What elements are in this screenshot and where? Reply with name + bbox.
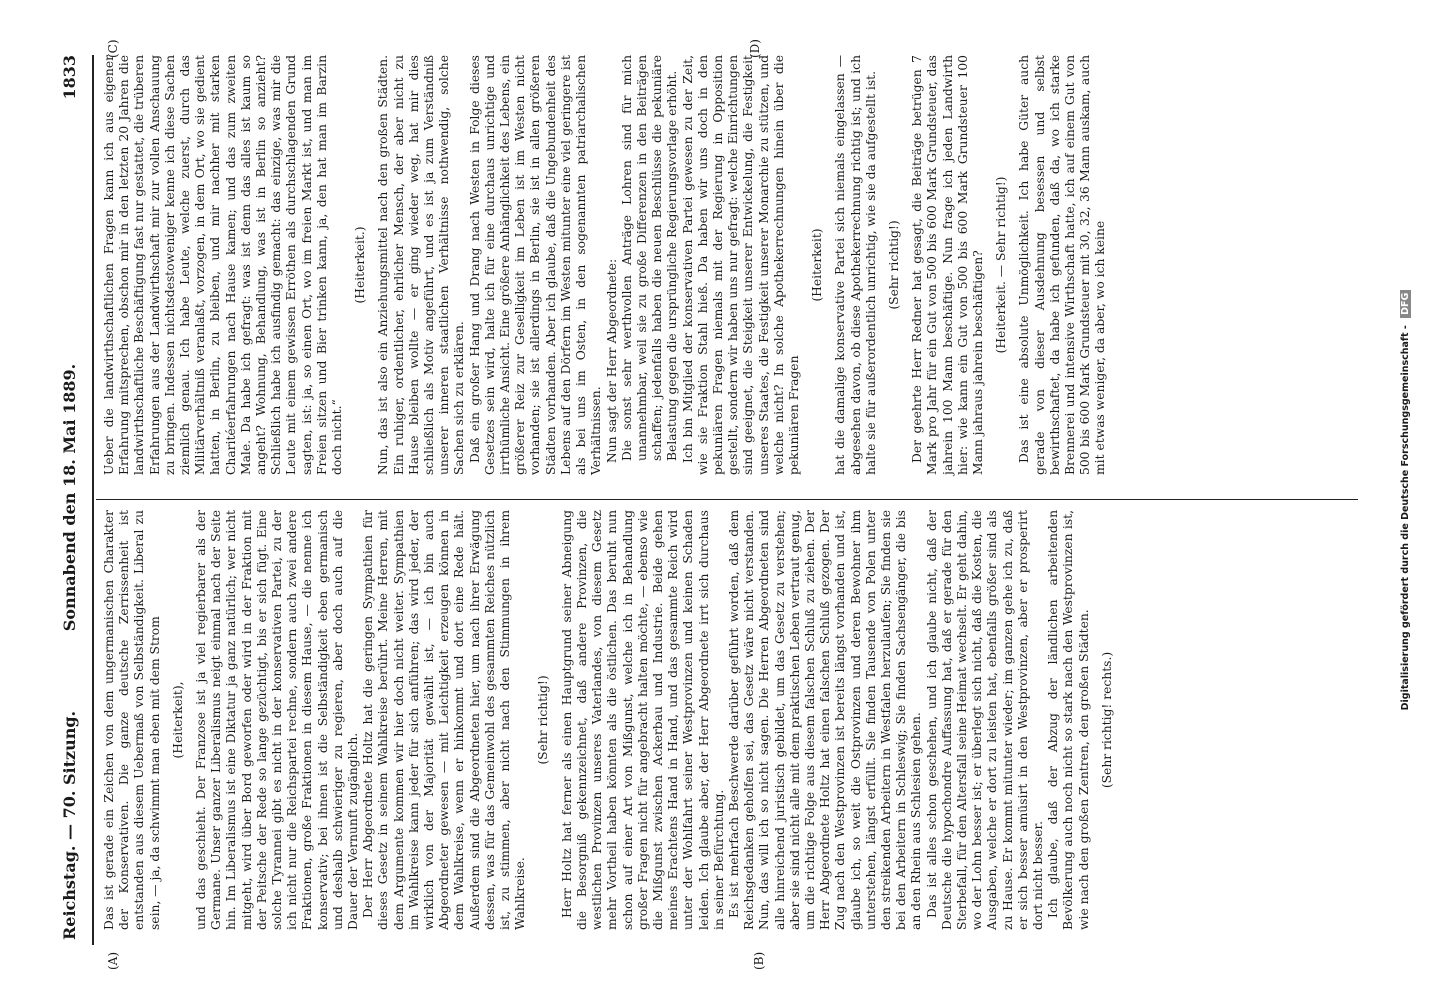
column-divider: [96, 499, 1358, 500]
right-paragraph: Ich bin Mitglied der konservativen Partei gewesen zu der Zeit, wie sie Fraktion Stahl hieß. Da haben wir uns doch in den pekuniären Fragen niemals mit der Regierung in Opposition gestellt, sondern wir haben uns nur gefragt: welche Einrichtungen sind geeignet, die Steigkeit unserer Entwickelung, die Festigkeit unseres Staates, die Festigkeit unserer Monarchie zu stützen, und welche nicht? In solche Apothekerrechnungen hinein über die pekuniären Fragen: [680, 55, 801, 475]
interjection: (Sehr richtig!): [536, 675, 551, 765]
left-paragraph: Das ist gerade ein Zeichen von dem ungermanischen Charakter der Konservativen. Die ganze deutsche Zerrissenheit ist entstanden aus diesem Uebermaß von Selbständigkeit. Liberal zu sein, — ja, da schwimmt man eben mit dem Strom: [102, 510, 162, 930]
interjection: (Sehr richtig!): [886, 220, 901, 310]
right-paragraph: Daß ein großer Hang und Drang nach Westen in Folge dieses Gesetzes sein wird, halte ich für eine durchaus unrichtige und irrthümliche Ansicht. Eine größere Anhänglichkeit des Lebens, ein größerer Reiz zur Geselligkeit im Leben ist im Westen nicht vorhanden; sie ist allerdings in Berlin, sie ist in allen größeren Städten vorhanden. Aber ich glaube, daß die Ungebundenheit des Lebens auf den Dörfern im Westen mitunter eine viel geringere ist als bei uns im Osten, in den sogenannten patriarchalischen Verhältnissen.: [467, 55, 604, 475]
right-column: [102, 55, 1109, 475]
marker-d: (D): [748, 39, 762, 58]
page-number: 1833: [60, 55, 79, 100]
left-column: [102, 510, 1123, 930]
left-paragraph: Herr Holtz hat ferner als einen Hauptgrund seiner Abneigung die Besorgniß gekennzeichnet, daß andere Provinzen, die westlichen Provinzen unseres Vaterlandes, von diesem Gesetz mehr Vortheil haben könnten als die östlichen. Das beruht nun schon auf einer Art von Mißgunst, welche ich in Behandlung großer Fragen nicht für angebracht halten möchte, — ebenso wie die Mißgunst zwischen Ackerbau und Industrie. Beide gehen meines Erachtens Hand in Hand, und das gesammte Reich wird unter der Wohlfahrt seiner Westprovinzen und keinen Schaden leiden. Ich glaube aber, der Herr Abgeordnete irrt sich durchaus in seiner Befürchtung.: [559, 510, 726, 930]
marker-a: (A): [106, 951, 120, 970]
credit-text: Digitalisierung gefördert durch die Deutsche Forschungsgemeinschaft -: [1400, 325, 1411, 711]
header-rule: [92, 55, 94, 945]
right-paragraph: Nun, das ist also ein Anziehungsmittel nach den großen Städten. Ein ruhiger, ordentlicher, ehrlicher Mensch, der aber nicht zu Hause bleiben wollte — er ging wieder weg, hat mir dies schließlich als Motiv angeführt, und es ist ja zum Verständniß unserer inneren staatlichen Verhältnisse nothwendig, solche Sachen sich zu erklären.: [376, 55, 467, 475]
left-paragraph: Ich glaube, daß der Abzug der ländlichen arbeitenden Bevölkerung auch noch nicht so stark nach den Westprovinzen ist, wie nach den großen Zentren, den großen Städten.: [1046, 510, 1091, 930]
right-paragraph: Das ist eine absolute Unmöglichkeit. Ich habe Güter auch gerade von dieser Ausdehnung besessen und selbst bewirthschaftet, da habe ich gefunden, daß da, wo ich starke Brennerei und intensive Wirthschaft hatte, ich auf einem Gut von 500 bis 600 Mark Grundsteuer mit 30, 32, 36 Mann auskam, auch mit etwas weniger, da aber, wo ich keine: [1017, 55, 1108, 475]
left-paragraph: Das ist alles schon geschehen, und ich glaube nicht, daß der Deutsche die hypochondre Auffassung hat, daß er gerade für den Sterbefall, für den Altersfall seine Heimat wechselt. Er geht dahin, wo der Lohn besser ist; er überlegt sich nicht, daß die Kosten, die Ausgaben, welche er dort zu leisten hat, ebenfalls größer sind als zu Hause. Er kommt mitunter wieder; im ganzen gehe ich zu, daß er sich besser amüsirt in den Westprovinzen, aber er prosperirt dort nicht besser.: [924, 510, 1045, 930]
right-paragraph: Nun sagt der Herr Abgeordnete:: [604, 258, 619, 463]
interjection: (Heiterkeit): [810, 228, 825, 302]
left-paragraph: Es ist mehrfach Beschwerde darüber geführt worden, daß dem Reichsgedanken geholfen sei, das Gesetz wäre nicht verstanden. Nun, das will ich so nicht sagen. Die Herren Abgeordneten sind alle hinreichend juristisch gebildet, um das Gesetz zu verstehen; aber sie sind nicht alle mit dem praktischen Leben vertraut genug, um die richtige Folge aus diesem falschen Schluß zu ziehen. Der Herr Abgeordnete Holtz hat einen falschen Schluß gezogen. Der Zug nach den Westprovinzen ist bereits längst vorhanden und ist, glaube ich, so weit die Ostprovinzen und deren Bewohner ihm unterstehen, längst erfüllt. Sie finden Tausende von Polen unter den streikenden Arbeitern in Westfalen herzulaufen; Sie finden sie bei den Arbeitern in Schleswig; Sie finden Sachsengänger, die bis an den Rhein aus Schlesien gehen.: [726, 510, 924, 930]
marker-b: (B): [752, 951, 766, 970]
right-paragraph: Der geehrte Herr Redner hat gesagt, die Beiträge betrügen 7 Mark pro Jahr für ein Gut von 500 bis 600 Mark Grundsteuer, das jahrein 100 Mann beschäftige. Nun frage ich jeden Landwirth hier: wie kann ein Gut von 500 bis 600 Mark Grundsteuer 100 Mann jahraus jahrein beschäftigen?: [910, 55, 985, 475]
dfg-logo: DFG: [1400, 290, 1411, 318]
interjection: (Heiterkeit),: [170, 681, 185, 759]
header-date: Sonnabend den 18. Mai 1889.: [60, 363, 79, 632]
right-paragraph: Ueber die landwirthschaftlichen Fragen kann ich aus eigener Erfahrung mitsprechen, obschon mir in den letzten 20 Jahren die landwirthschaftliche Beschäftigung fast nur gestattet, die trüberen Erfahrungen aus der Landwirthschaft mir zur vollen Anschauung zu bringen. Indessen nichtsdestoweniger kenne ich diese Sachen ziemlich genau. Ich habe Leute, welche zuerst, durch das Militärverhältniß veranlaßt, vorzogen, in dem Ort, wo sie gedient hatten, in Berlin, zu bleiben, und mir nachher mit starken Charitéerfahrungen nach Hause kamen; und das zum zweiten Male. Da habe ich gefragt: was ist denn das alles ist kaum so angeht? Wohnung, Behandlung, was ist in Berlin so anzieht? Schließlich habe ich ausfindig gemacht: das einzige, was mir die Leute mit einem gewissen Erröthen als durchschlagenden Grund sagten, ist: ja, so einen Ort, wo im freien Markt ist, und man im Freien sitzen und Bier trinken kann, ja, den hat man im Barzin doch nicht.“: [102, 54, 345, 475]
header-left: Reichstag. — 70. Sitzung.: [60, 710, 79, 940]
marker-c: (C): [106, 39, 120, 58]
interjection: (Sehr richtig! rechts.): [1099, 651, 1114, 789]
left-paragraph: und das geschieht. Der Franzose ist ja viel regierbarer als der Germane. Unser ganzer Liberalismus neigt einmal nach der Seite hin. Im Liberalismus ist eine Diktatur ja ganz natürlich; wer nicht mitgeht, wird über Bord geworfen oder wird in der Fraktion mit der Peitsche der Rede so lange gezüchtigt, bis er sich fügt. Eine solche Tyrannei gibt es nicht in der konservativen Partei, zu der ich nicht nur die Reichspartei rechne, sondern auch zwei andere Fraktionen, große Fraktionen in diesem Hause, — die nenne ich konservativ; bei ihnen ist die Selbständigkeit eben germanisch und deshalb schwieriger zu regieren, aber doch auch auf die Dauer der Vernunft zugänglich.: [194, 510, 361, 930]
interjection: (Heiterkeit. — Sehr richtig!): [994, 176, 1009, 354]
interjection: (Heiterkeit.): [353, 226, 368, 304]
digitization-credit: [1400, 0, 1411, 1000]
quoted-passage: Die sonst sehr werthvollen Anträge Lohren sind für mich unannehmbar, weil sie zu große Differenzen in den Beiträgen schaffen; jedenfalls haben die neuen Beschlüsse die pekuniäre Belastung gegen die ursprüngliche Regierungsvorlage erhöht.: [619, 55, 680, 461]
left-paragraph: Der Herr Abgeordnete Holtz hat die geringen Sympathien für dieses Gesetz in seinem Wahlkreise berührt. Meine Herren, mit dem Argumente kommen wir hier doch nicht weiter. Sympathien im Wahlkreise kann jeder für sich anführen; das wird jeder, der wirklich von der Majorität gewählt ist, — ich bin auch Abgeordneter gewesen — mit Leichtigkeit erzeugen können in dem Wahlkreise, wenn er hinkommt und dort eine Rede hält. Außerdem sind die Abgeordneten hier, um nach ihrer Erwägung dessen, was für das Gemeinwohl des gesammten Reiches nützlich ist, zu stimmen, aber nicht nach den Stimmungen in ihrem Wahlkreise.: [361, 510, 528, 930]
right-paragraph: hat die damalige konservative Partei sich niemals eingelassen — abgesehen davon, ob diese Apothekerrechnung richtig ist; und ich halte sie für außerordentlich unrichtig, wie sie da aufgestellt ist.: [833, 55, 878, 475]
page-header: [60, 55, 86, 940]
